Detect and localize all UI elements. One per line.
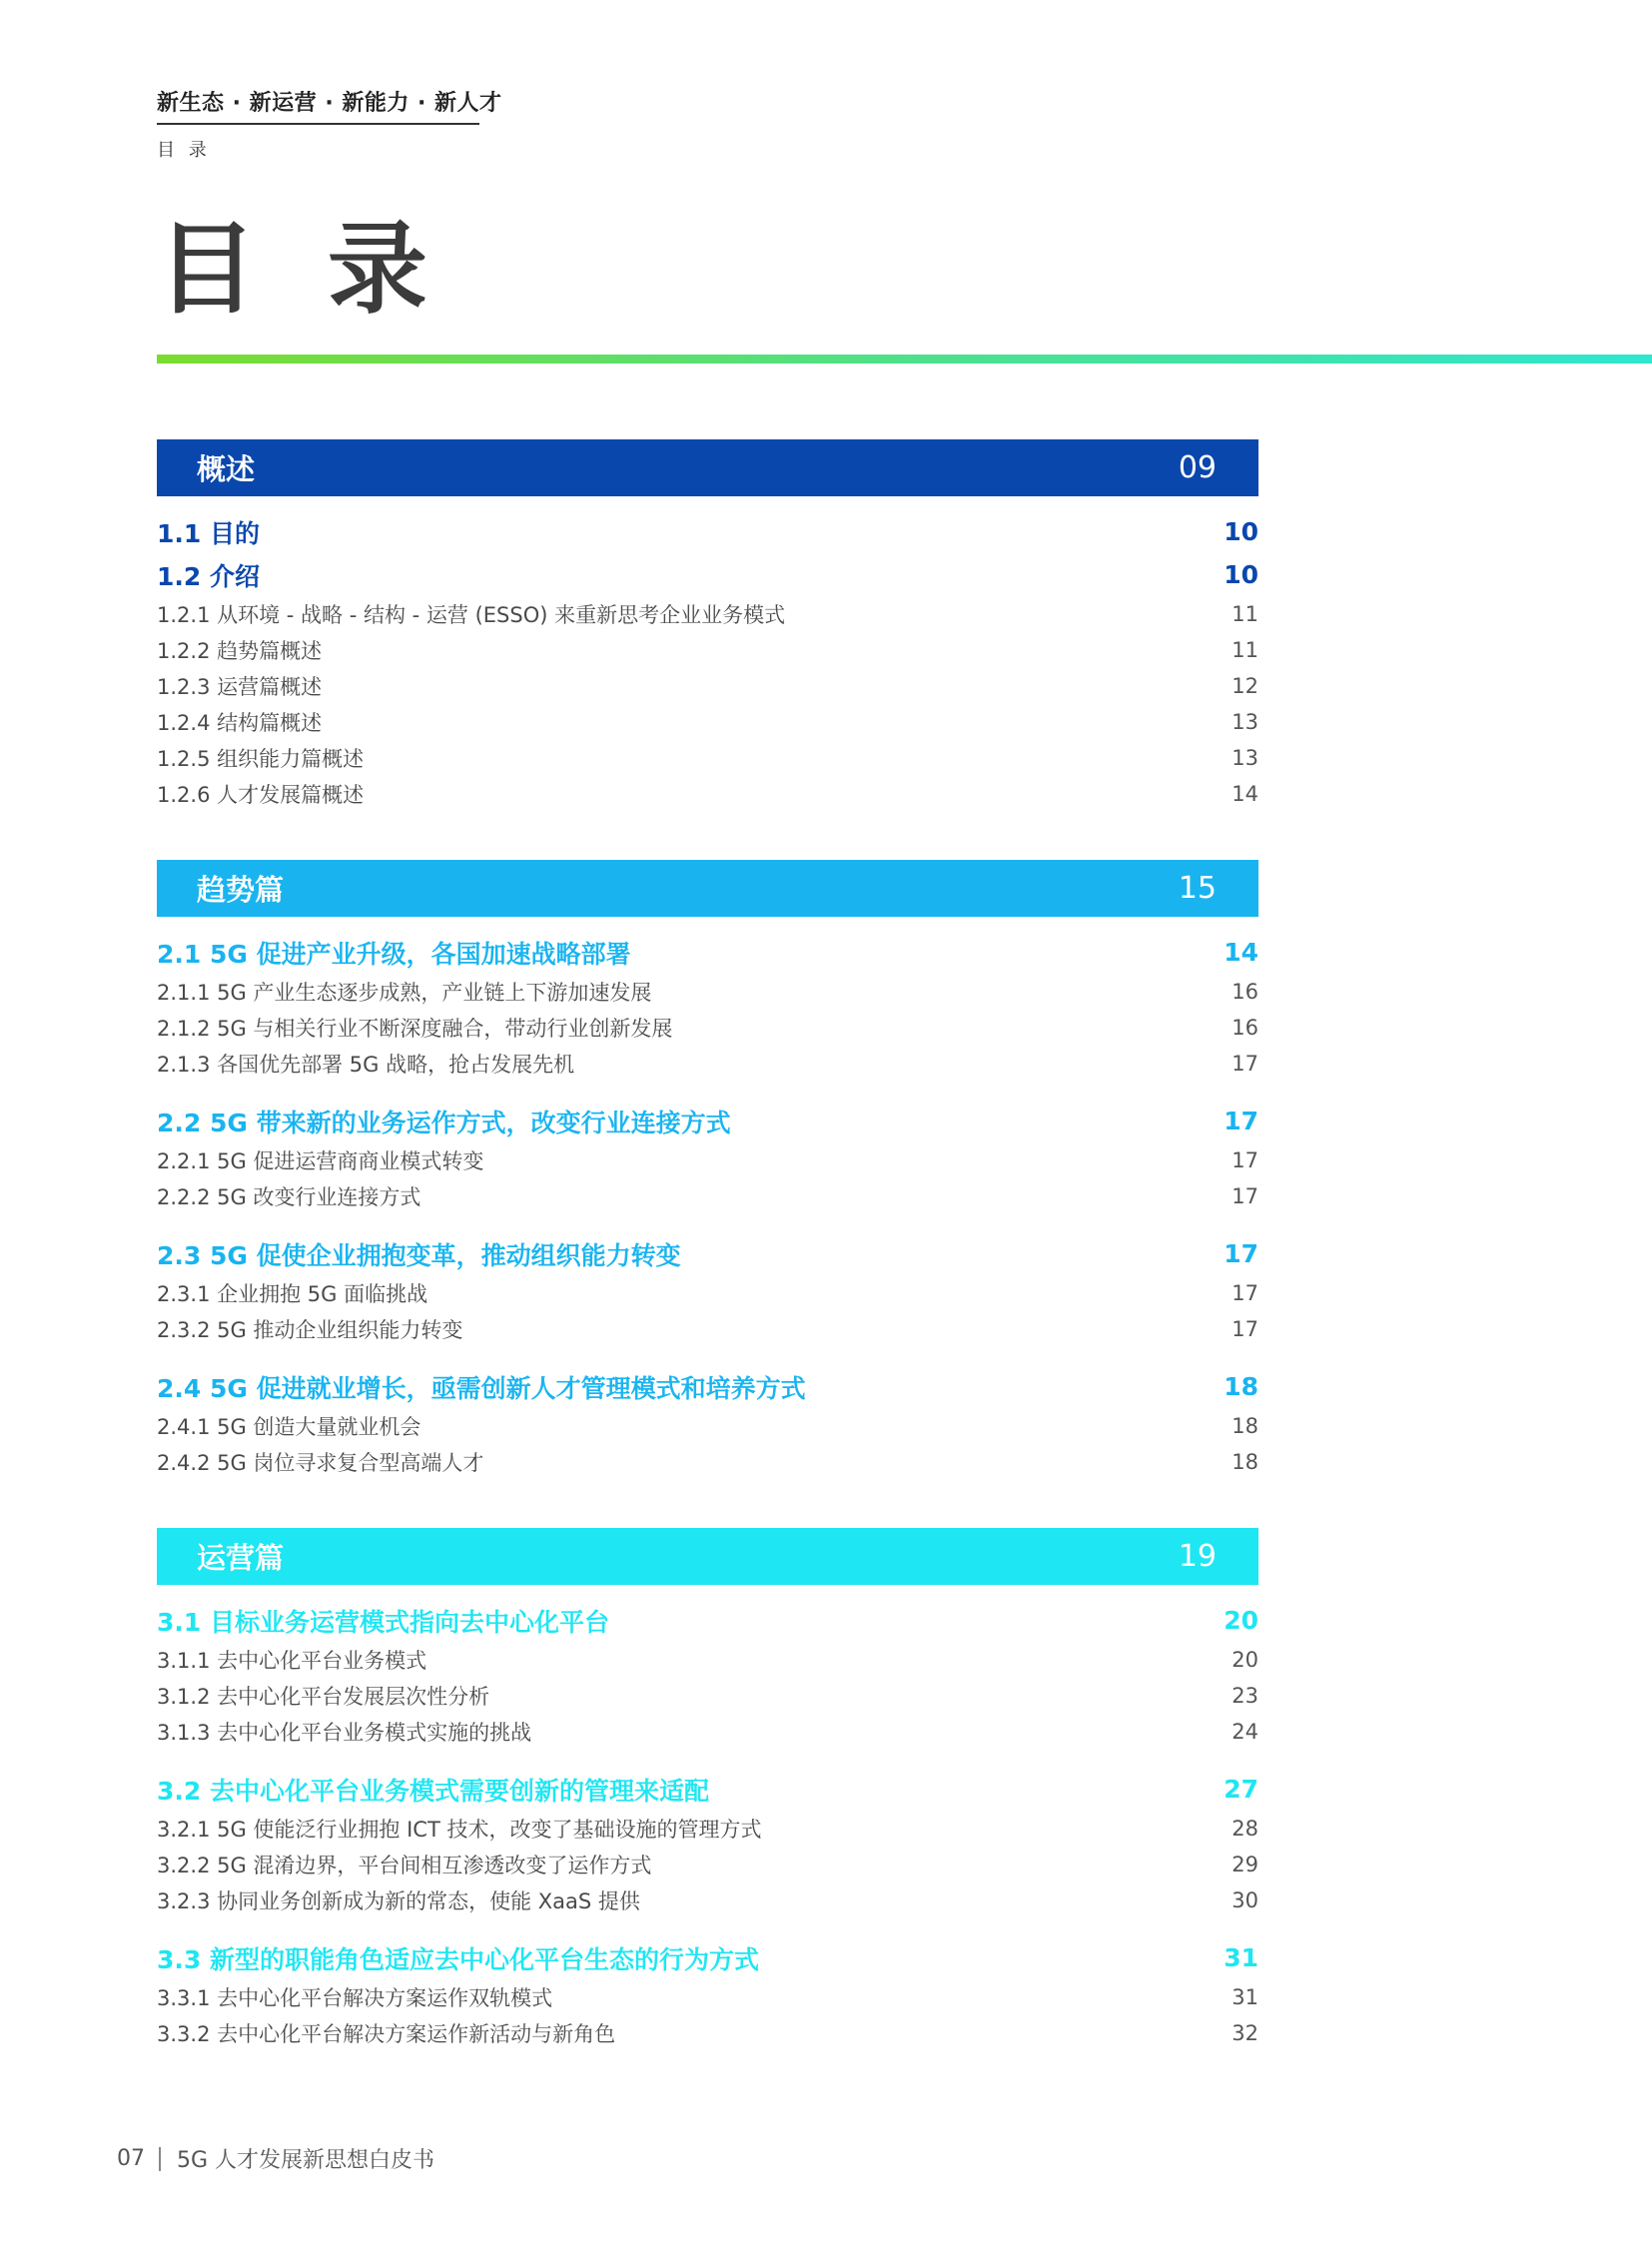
entry-label: 3.3.2 去中心化平台解决方案运作新活动与新角色 xyxy=(157,2022,616,2046)
toc-subsection-entry[interactable] xyxy=(157,1979,1258,2015)
entry-label: 2.3.1 企业拥抱 5G 面临挑战 xyxy=(157,1282,428,1306)
entry-page-number: 11 xyxy=(1232,602,1258,626)
toc-subsection-entry[interactable] xyxy=(157,1142,1258,1178)
entry-label: 2.1.2 5G 与相关行业不断深度融合，带动行业创新发展 xyxy=(157,1017,673,1041)
toc-section-entry[interactable] xyxy=(157,931,1258,974)
page-title: 目 录 xyxy=(157,211,445,328)
footer-page-number: 07 xyxy=(117,2146,145,2171)
entry-label: 2.2.1 5G 促进运营商商业模式转变 xyxy=(157,1149,484,1173)
section-tag: 目 录 xyxy=(157,140,211,161)
toc-subsection-entry[interactable] xyxy=(157,1847,1258,1882)
entry-label: 3.3 新型的职能角色适应去中心化平台生态的行为方式 xyxy=(157,1944,759,1974)
chapter-banner[interactable] xyxy=(157,1528,1258,1585)
toc-subsection-entry[interactable] xyxy=(157,740,1258,776)
table-of-contents xyxy=(157,439,1258,2099)
entry-label: 3.1 目标业务运营模式指向去中心化平台 xyxy=(157,1607,609,1637)
entry-page-number: 14 xyxy=(1224,938,1258,967)
entry-page-number: 29 xyxy=(1232,1853,1258,1876)
toc-group xyxy=(157,1599,1258,1750)
running-head-title: 新生态 · 新运营 · 新能力 · 新人才 xyxy=(157,91,502,116)
entry-label: 2.2 5G 带来新的业务运作方式，改变行业连接方式 xyxy=(157,1108,731,1137)
toc-chapter xyxy=(157,439,1258,812)
entry-page-number: 16 xyxy=(1232,1016,1258,1040)
entry-label: 1.2.5 组织能力篇概述 xyxy=(157,747,365,771)
toc-section-entry[interactable] xyxy=(157,1365,1258,1408)
entry-page-number: 17 xyxy=(1224,1107,1258,1135)
entry-page-number: 17 xyxy=(1232,1281,1258,1305)
toc-subsection-entry[interactable] xyxy=(157,1678,1258,1714)
entry-page-number: 17 xyxy=(1232,1317,1258,1341)
entry-label: 3.2.2 5G 混淆边界，平台间相互渗透改变了运作方式 xyxy=(157,1854,652,1877)
toc-chapter xyxy=(157,860,1258,1480)
entry-label: 1.2.1 从环境 - 战略 - 结构 - 运营 (ESSO) 来重新思考企业业务模式 xyxy=(157,603,786,627)
toc-subsection-entry[interactable] xyxy=(157,1178,1258,1214)
entry-page-number: 31 xyxy=(1224,1943,1258,1972)
entry-label: 3.3.1 去中心化平台解决方案运作双轨模式 xyxy=(157,1986,553,2010)
chapter-banner[interactable] xyxy=(157,439,1258,496)
chapter-title: 趋势篇 xyxy=(197,873,285,907)
entry-label: 1.2.2 趋势篇概述 xyxy=(157,639,323,663)
toc-subsection-entry[interactable] xyxy=(157,632,1258,668)
entry-label: 2.4.2 5G 岗位寻求复合型高端人才 xyxy=(157,1451,484,1475)
entry-label: 1.2 介绍 xyxy=(157,561,260,591)
entry-label: 3.1.2 去中心化平台发展层次性分析 xyxy=(157,1685,490,1709)
entry-page-number: 13 xyxy=(1232,710,1258,734)
page-footer xyxy=(117,2143,434,2174)
entry-label: 1.2.6 人才发展篇概述 xyxy=(157,783,365,807)
toc-group xyxy=(157,1936,1258,2051)
entry-page-number: 30 xyxy=(1232,1888,1258,1912)
toc-group xyxy=(157,931,1258,1082)
toc-subsection-entry[interactable] xyxy=(157,704,1258,740)
toc-subsection-entry[interactable] xyxy=(157,776,1258,812)
entry-label: 3.2 去中心化平台业务模式需要创新的管理来适配 xyxy=(157,1776,709,1806)
toc-subsection-entry[interactable] xyxy=(157,2015,1258,2051)
toc-subsection-entry[interactable] xyxy=(157,1311,1258,1347)
entry-label: 2.3.2 5G 推动企业组织能力转变 xyxy=(157,1318,463,1342)
toc-chapter xyxy=(157,1528,1258,2051)
entry-page-number: 18 xyxy=(1232,1450,1258,1474)
entry-page-number: 11 xyxy=(1232,638,1258,662)
toc-subsection-entry[interactable] xyxy=(157,1714,1258,1750)
toc-section-entry[interactable] xyxy=(157,1232,1258,1275)
toc-subsection-entry[interactable] xyxy=(157,1408,1258,1444)
entry-page-number: 17 xyxy=(1232,1052,1258,1076)
entry-page-number: 18 xyxy=(1224,1372,1258,1401)
toc-section-entry[interactable] xyxy=(157,1936,1258,1979)
entry-label: 1.2.4 结构篇概述 xyxy=(157,711,323,735)
entry-page-number: 16 xyxy=(1232,980,1258,1004)
chapter-page-number: 15 xyxy=(1178,871,1217,906)
footer-doc-title: 5G 人才发展新思想白皮书 xyxy=(177,2148,435,2173)
chapter-page-number: 09 xyxy=(1178,450,1217,485)
entry-page-number: 32 xyxy=(1232,2021,1258,2045)
entry-page-number: 23 xyxy=(1232,1684,1258,1708)
entry-page-number: 13 xyxy=(1232,746,1258,770)
chapter-page-number: 19 xyxy=(1178,1539,1217,1574)
toc-subsection-entry[interactable] xyxy=(157,1046,1258,1082)
toc-subsection-entry[interactable] xyxy=(157,974,1258,1010)
toc-subsection-entry[interactable] xyxy=(157,1642,1258,1678)
toc-group xyxy=(157,1232,1258,1347)
running-head-rule xyxy=(157,123,479,125)
toc-subsection-entry[interactable] xyxy=(157,1275,1258,1311)
entry-label: 2.1.3 各国优先部署 5G 战略，抢占发展先机 xyxy=(157,1053,575,1077)
toc-section-entry[interactable] xyxy=(157,1100,1258,1142)
entry-label: 2.4 5G 促进就业增长，亟需创新人才管理模式和培养方式 xyxy=(157,1373,806,1403)
entry-page-number: 28 xyxy=(1232,1817,1258,1841)
entry-label: 2.4.1 5G 创造大量就业机会 xyxy=(157,1415,421,1439)
entry-page-number: 27 xyxy=(1224,1775,1258,1804)
entry-page-number: 31 xyxy=(1232,1985,1258,2009)
toc-subsection-entry[interactable] xyxy=(157,1010,1258,1046)
entry-label: 2.3 5G 促使企业拥抱变革，推动组织能力转变 xyxy=(157,1240,681,1270)
entry-page-number: 20 xyxy=(1224,1606,1258,1635)
entry-label: 2.1.1 5G 产业生态逐步成熟，产业链上下游加速发展 xyxy=(157,981,652,1005)
entry-page-number: 14 xyxy=(1232,782,1258,806)
entry-page-number: 12 xyxy=(1232,674,1258,698)
chapter-banner[interactable] xyxy=(157,860,1258,917)
footer-divider xyxy=(159,2147,161,2171)
entry-page-number: 20 xyxy=(1232,1648,1258,1672)
toc-group xyxy=(157,1365,1258,1480)
entry-label: 3.2.3 协同业务创新成为新的常态，使能 XaaS 提供 xyxy=(157,1889,640,1913)
entry-label: 1.1 目的 xyxy=(157,518,260,548)
toc-section-entry[interactable] xyxy=(157,553,1258,596)
entry-label: 1.2.3 运营篇概述 xyxy=(157,675,323,699)
entry-label: 2.2.2 5G 改变行业连接方式 xyxy=(157,1185,421,1209)
entry-page-number: 10 xyxy=(1224,517,1258,546)
entry-label: 3.1.3 去中心化平台业务模式实施的挑战 xyxy=(157,1721,532,1745)
toc-group xyxy=(157,1768,1258,1918)
entry-page-number: 24 xyxy=(1232,1720,1258,1744)
toc-group xyxy=(157,1100,1258,1214)
chapter-title: 运营篇 xyxy=(197,1541,285,1575)
entry-page-number: 17 xyxy=(1232,1148,1258,1172)
entry-label: 3.2.1 5G 使能泛行业拥抱 ICT 技术，改变了基础设施的管理方式 xyxy=(157,1818,762,1842)
toc-subsection-entry[interactable] xyxy=(157,596,1258,632)
toc-subsection-entry[interactable] xyxy=(157,668,1258,704)
toc-subsection-entry[interactable] xyxy=(157,1811,1258,1847)
chapter-title: 概述 xyxy=(197,452,256,486)
toc-section-entry[interactable] xyxy=(157,1768,1258,1811)
entry-page-number: 17 xyxy=(1232,1184,1258,1208)
toc-section-entry[interactable] xyxy=(157,1599,1258,1642)
entry-label: 2.1 5G 促进产业升级，各国加速战略部署 xyxy=(157,939,631,969)
toc-section-entry[interactable] xyxy=(157,510,1258,553)
title-gradient-rule xyxy=(157,355,1652,364)
entry-page-number: 10 xyxy=(1224,560,1258,589)
toc-group xyxy=(157,510,1258,812)
entry-page-number: 17 xyxy=(1224,1239,1258,1268)
toc-subsection-entry[interactable] xyxy=(157,1444,1258,1480)
entry-label: 3.1.1 去中心化平台业务模式 xyxy=(157,1649,427,1673)
toc-subsection-entry[interactable] xyxy=(157,1882,1258,1918)
entry-page-number: 18 xyxy=(1232,1414,1258,1438)
